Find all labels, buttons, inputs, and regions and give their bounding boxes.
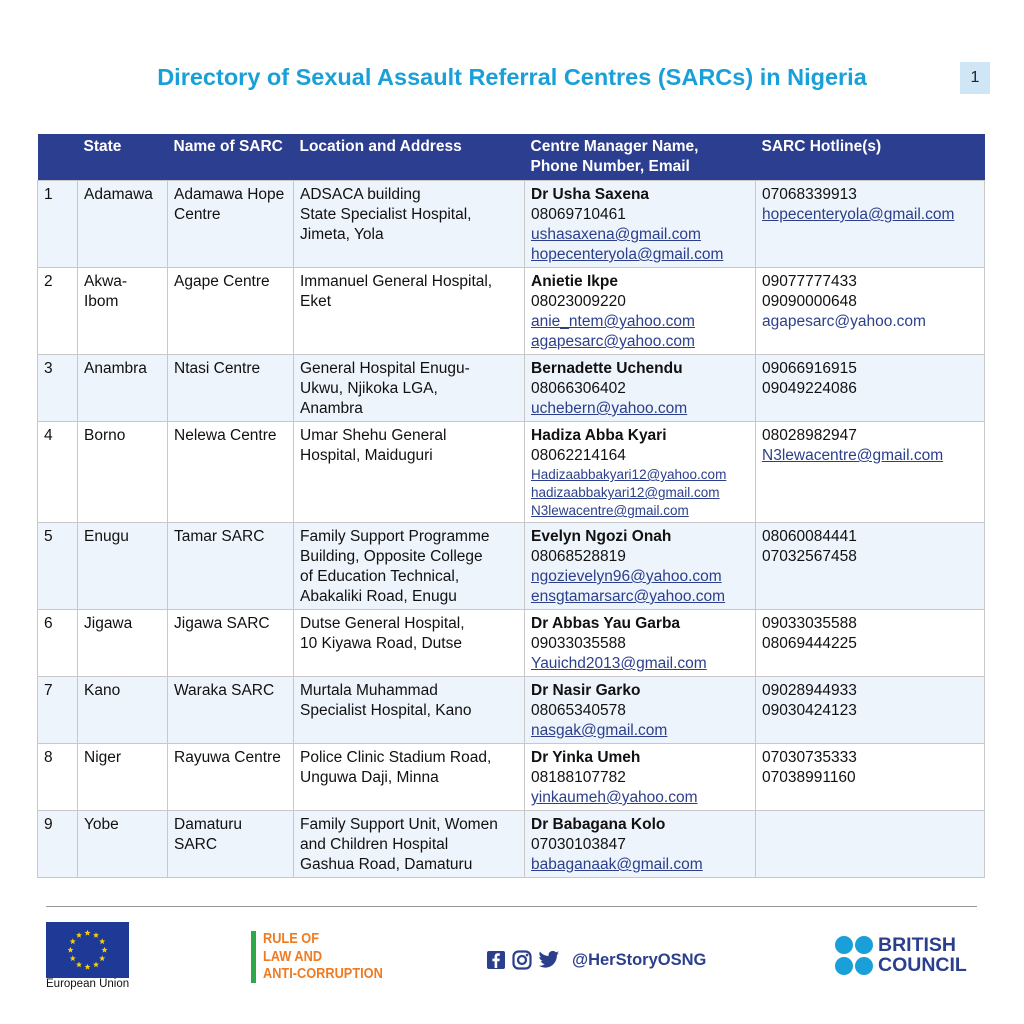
bc-line-2: COUNCIL [878,954,967,976]
manager-email-link[interactable]: ngozievelyn96@yahoo.com [531,568,722,585]
manager-email-link[interactable]: Yauichd2013@gmail.com [531,655,707,672]
eu-label: European Union [46,978,130,990]
location-line: Building, Opposite College [300,548,483,565]
hotline-cell [756,355,985,422]
hotline-number: 09066916915 [762,360,857,377]
hotline-number: 09077777433 [762,273,857,290]
location-cell [294,523,525,610]
manager-phone: 08062214164 [531,447,626,464]
sarc-name-cell: Waraka SARC [168,677,294,744]
hotline-cell [756,744,985,811]
rol-line-3: ANTI-CORRUPTION [263,966,383,982]
hotline-email[interactable]: N3lewacentre@gmail.com [762,447,944,464]
hotline-number: 08028982947 [762,427,857,444]
table-row [38,422,985,523]
bc-line-1: BRITISH [878,934,956,956]
location-line: General Hospital Enugu- [300,360,470,377]
manager-email-link[interactable]: ensgtamarsarc@yahoo.com [531,588,726,605]
manager-email-link[interactable]: nasgak@gmail.com [531,722,668,739]
location-line: Abakaliki Road, Enugu [300,588,457,605]
location-line: Family Support Programme [300,528,490,545]
manager-name: Hadiza Abba Kyari [531,427,667,444]
sarc-name-cell: Jigawa SARC [168,610,294,677]
location-cell [294,677,525,744]
manager-cell [525,181,756,268]
manager-name: Dr Babagana Kolo [531,816,666,833]
page-title: Directory of Sexual Assault Referral Centres (SARCs) in Nigeria [157,64,867,90]
hotline-cell [756,811,985,878]
sarc-name-cell: Damaturu SARC [168,811,294,878]
manager-email-link[interactable]: agapesarc@yahoo.com [531,333,695,350]
header-number [38,134,78,181]
header-hotline: SARC Hotline(s) [756,134,985,181]
manager-phone: 08066306402 [531,380,626,397]
manager-email-link[interactable]: hopecenteryola@gmail.com [531,246,724,263]
manager-email-link[interactable]: anie_ntem@yahoo.com [531,313,695,330]
table-row [38,355,985,422]
british-council-text [878,935,967,975]
manager-cell [525,677,756,744]
hotline-number: 07038991160 [762,769,856,786]
table-row [38,811,985,878]
hotline-cell [756,181,985,268]
social-handle[interactable]: @HerStoryOSNG [572,950,707,969]
row-number: 3 [38,355,78,422]
manager-cell [525,355,756,422]
row-number: 8 [38,744,78,811]
rol-line-2: LAW AND [263,948,323,965]
manager-phone: 08065340578 [531,702,626,719]
manager-email-link[interactable]: Hadizaabbakyari12@yahoo.com [531,467,727,482]
manager-name: Bernadette Uchendu [531,360,683,377]
hotline-number: 07032567458 [762,548,857,565]
location-line: Eket [300,293,332,310]
manager-phone: 08068528819 [531,548,626,565]
footer-divider [46,906,977,907]
hotline-number: 09030424123 [762,702,857,719]
manager-email-link[interactable]: yinkaumeh@yahoo.com [531,789,698,806]
location-cell [294,181,525,268]
state-cell: Jigawa [78,610,168,677]
table-row [38,268,985,355]
header-sarc-name: Name of SARC [168,134,294,181]
location-line: Gashua Road, Damaturu [300,856,473,873]
location-cell [294,268,525,355]
location-line: 10 Kiyawa Road, Dutse [300,635,462,652]
hotline-number: 08069444225 [762,635,857,652]
location-cell [294,610,525,677]
location-line: State Specialist Hospital, [300,206,472,223]
rol-line-1: RULE OF [263,931,320,947]
sarc-directory-table [37,134,985,878]
location-cell [294,355,525,422]
state-cell: Kano [78,677,168,744]
location-line: Anambra [300,400,363,417]
sarc-name-cell: Tamar SARC [168,523,294,610]
manager-email-link[interactable]: uchebern@yahoo.com [531,400,688,417]
location-line: Dutse General Hospital, [300,615,465,632]
row-number: 5 [38,523,78,610]
manager-email-link[interactable]: hadizaabbakyari12@gmail.com [531,485,720,500]
hotline-email[interactable]: agapesarc@yahoo.com [762,313,926,330]
manager-phone: 09033035588 [531,635,626,652]
manager-name: Anietie Ikpe [531,273,618,290]
sarc-name-cell: Rayuwa Centre [168,744,294,811]
manager-cell [525,744,756,811]
table-row [38,523,985,610]
header-manager: Centre Manager Name, Phone Number, Email [525,134,756,181]
manager-email-link[interactable]: N3lewacentre@gmail.com [531,503,689,518]
manager-phone: 08188107782 [531,769,626,786]
rol-green-bar [251,931,256,983]
state-cell: Niger [78,744,168,811]
hotline-cell [756,268,985,355]
location-cell [294,744,525,811]
hotline-cell [756,422,985,523]
location-line: Unguwa Daji, Minna [300,769,439,786]
location-line: Murtala Muhammad [300,682,438,699]
location-line: Umar Shehu General [300,427,447,444]
table-body [38,181,985,878]
hotline-number: 09090000648 [762,293,857,310]
location-line: Hospital, Maiduguri [300,447,433,464]
hotline-number: 07030735333 [762,749,857,766]
hotline-cell [756,523,985,610]
sarc-name-cell: Ntasi Centre [168,355,294,422]
hotline-number: 09049224086 [762,380,857,397]
table-header-row [38,134,985,181]
hotline-number: 09033035588 [762,615,857,632]
state-cell: Yobe [78,811,168,878]
location-line: Police Clinic Stadium Road, [300,749,492,766]
british-council-dots-icon [834,935,876,977]
hotline-number: 09028944933 [762,682,857,699]
sarc-name-cell: Nelewa Centre [168,422,294,523]
location-line: of Education Technical, [300,568,460,585]
manager-email-link[interactable]: ushasaxena@gmail.com [531,226,701,243]
state-cell: Enugu [78,523,168,610]
rol-logo-text [263,931,404,984]
table-row [38,744,985,811]
manager-cell [525,422,756,523]
state-cell: Akwa-Ibom [78,268,168,355]
row-number: 1 [38,181,78,268]
location-cell [294,422,525,523]
manager-name: Dr Usha Saxena [531,186,650,203]
manager-name: Dr Yinka Umeh [531,749,641,766]
location-line: Family Support Unit, Women [300,816,498,833]
location-line: ADSACA building [300,186,421,203]
hotline-number: 08060084441 [762,528,857,545]
manager-cell [525,811,756,878]
eu-flag-icon [46,922,129,978]
state-cell: Borno [78,422,168,523]
location-line: Immanuel General Hospital, [300,273,493,290]
manager-cell [525,610,756,677]
row-number: 9 [38,811,78,878]
row-number: 4 [38,422,78,523]
location-line: Ukwu, Njikoka LGA, [300,380,438,397]
social-media-bar [486,948,706,972]
facebook-icon[interactable] [486,950,506,970]
page-number: 1 [960,62,990,94]
row-number: 2 [38,268,78,355]
state-cell: Adamawa [78,181,168,268]
location-line: and Children Hospital [300,836,449,853]
sarc-name-cell: Agape Centre [168,268,294,355]
table-row [38,610,985,677]
sarc-name-cell: Adamawa Hope Centre [168,181,294,268]
manager-cell [525,523,756,610]
header-state: State [78,134,168,181]
header-location: Location and Address [294,134,525,181]
manager-cell [525,268,756,355]
state-cell: Anambra [78,355,168,422]
manager-email-link[interactable]: babaganaak@gmail.com [531,856,703,873]
manager-name: Dr Nasir Garko [531,682,641,699]
manager-name: Evelyn Ngozi Onah [531,528,672,545]
location-line: Jimeta, Yola [300,226,384,243]
hotline-cell [756,677,985,744]
instagram-icon[interactable] [512,950,532,970]
hotline-number: 07068339913 [762,186,857,203]
hotline-cell [756,610,985,677]
manager-phone: 07030103847 [531,836,626,853]
table-row [38,677,985,744]
manager-phone: 08023009220 [531,293,626,310]
table-row [38,181,985,268]
location-line: Specialist Hospital, Kano [300,702,472,719]
twitter-icon[interactable] [538,950,560,970]
manager-phone: 08069710461 [531,206,626,223]
location-cell [294,811,525,878]
manager-name: Dr Abbas Yau Garba [531,615,681,632]
hotline-email[interactable]: hopecenteryola@gmail.com [762,206,955,223]
row-number: 6 [38,610,78,677]
row-number: 7 [38,677,78,744]
